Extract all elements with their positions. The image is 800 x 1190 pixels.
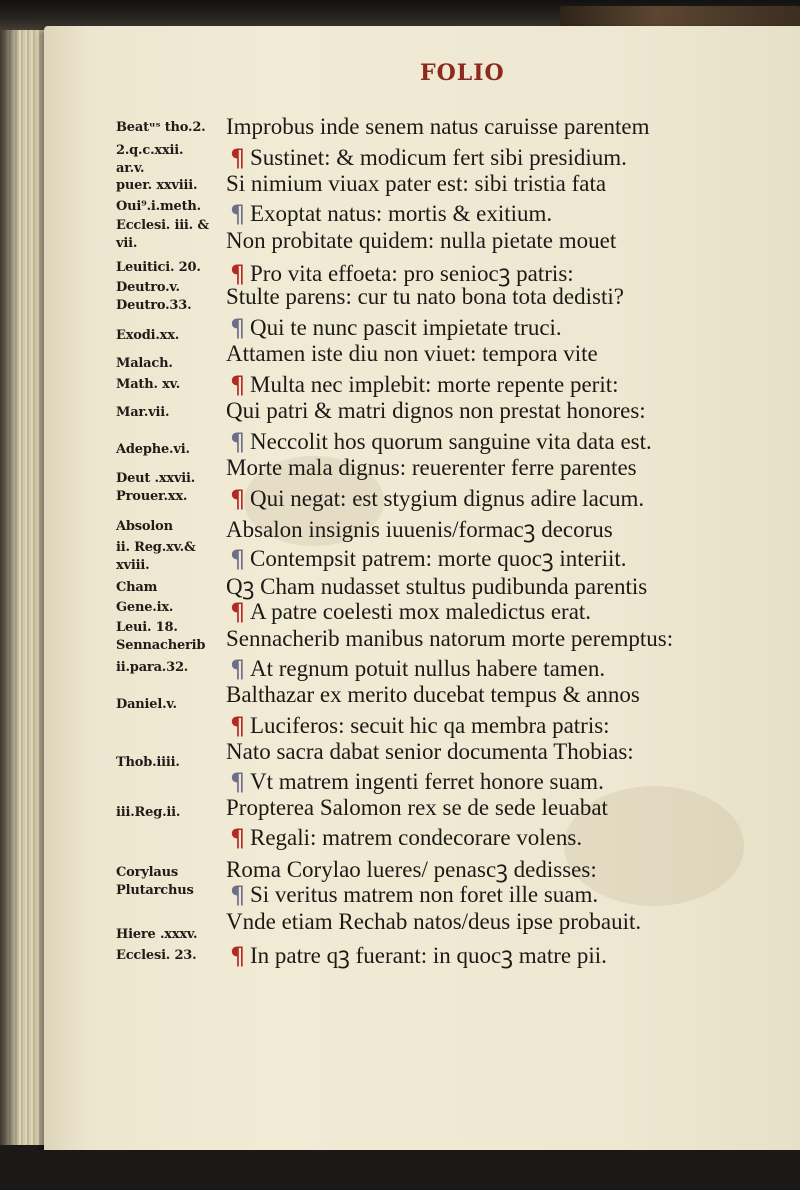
margin-note: Gene.ix. (116, 600, 174, 615)
verse-line (230, 767, 604, 795)
pilcrow-mark: ¶ (230, 200, 246, 228)
verse-line (230, 597, 591, 625)
margin-note: Thob.iiii. (116, 755, 180, 770)
verse-line: Morte mala dignus: reuerenter ferre parentes (226, 455, 637, 480)
pilcrow-mark: ¶ (230, 598, 246, 626)
verse-line: Attamen iste diu non viuet: tempora vite (226, 341, 598, 366)
margin-note: Adephe.vi. (116, 442, 190, 457)
verse-line (230, 938, 607, 970)
margin-note: Math. xv. (116, 377, 181, 392)
verse-text: Si veritus matrem non foret ille suam. (250, 882, 599, 907)
verse-line (230, 370, 619, 398)
pilcrow-mark: ¶ (230, 485, 246, 513)
pilcrow-mark: ¶ (230, 712, 246, 740)
verse-line: Nato sacra dabat senior documenta Thobias: (226, 739, 634, 764)
verse-text: Qui te nunc pascit impietate truci. (250, 315, 562, 340)
verse-line: Qui patri & matri dignos non prestat honores: (226, 398, 646, 423)
verse-text: Pro vita effoeta: pro seniocꝫ patris: (250, 261, 574, 286)
margin-note: ar.v. (116, 161, 145, 176)
margin-note: xviii. (116, 558, 150, 573)
margin-note: ii.para.32. (116, 660, 189, 675)
verse-line (230, 711, 610, 739)
margin-note: iii.Reg.ii. (116, 805, 181, 820)
pilcrow-mark: ¶ (230, 881, 246, 909)
margin-note: Deut .xxvii. (116, 471, 196, 486)
verse-line (230, 199, 552, 227)
margin-note: Deutro.33. (116, 298, 192, 313)
verse-line (230, 654, 605, 682)
margin-note: Beatᵘˢ tho.2. (116, 120, 206, 135)
verse-text: Neccolit hos quorum sanguine vita data est. (250, 429, 652, 454)
verse-line: Si nimium viuax pater est: sibi tristia fata (226, 171, 607, 196)
pilcrow-mark: ¶ (230, 260, 246, 288)
margin-note: Daniel.v. (116, 697, 177, 712)
gutter-shadow (0, 30, 20, 1145)
margin-note: Exodi.xx. (116, 328, 180, 343)
leather-cover-edge (560, 6, 800, 28)
margin-note: Ecclesi. iii. & (116, 218, 209, 233)
background-surface (0, 1150, 800, 1190)
verse-text: Exoptat natus: mortis & exitium. (250, 201, 553, 226)
margin-note: Deutro.v. (116, 280, 180, 295)
verse-text: A patre coelesti mox maledictus erat. (250, 599, 592, 624)
margin-note: Mar.vii. (116, 405, 170, 420)
margin-note: Cham (116, 580, 158, 595)
margin-note: ii. Reg.xv.& (116, 540, 196, 555)
verse-line: Balthazar ex merito ducebat tempus & annos (226, 682, 640, 707)
verse-text: Vt matrem ingenti ferret honore suam. (250, 769, 604, 794)
margin-note: Absolon (116, 519, 173, 534)
verse-line (230, 880, 598, 908)
pilcrow-mark: ¶ (230, 655, 246, 683)
verse-text: Sustinet: & modicum fert sibi presidium. (250, 145, 627, 170)
verse-text: In patre qꝫ fuerant: in quocꝫ matre pii. (250, 943, 607, 968)
pilcrow-mark: ¶ (230, 428, 246, 456)
verse-line: Sennacherib manibus natorum morte peremptus: (226, 626, 674, 651)
margin-note: Hiere .xxxv. (116, 927, 198, 942)
verse-line: Propterea Salomon rex se de sede leuabat (226, 795, 608, 820)
margin-note: puer. xxviii. (116, 178, 198, 193)
pilcrow-mark: ¶ (230, 371, 246, 399)
margin-note: Corylaus (116, 865, 178, 880)
verse-line (230, 427, 652, 455)
verse-line: Stulte parens: cur tu nato bona tota dedisti? (226, 284, 624, 309)
margin-note: 2.q.c.xxii. (116, 143, 184, 158)
verse-line: Roma Corylao lueres/ penascꝫ dedisses: (226, 857, 597, 882)
margin-note: vii. (116, 236, 138, 251)
verse-text: Regali: matrem condecorare volens. (250, 825, 583, 850)
pilcrow-mark: ¶ (230, 942, 246, 970)
verse-line (230, 484, 644, 512)
verse-text: Luciferos: secuit hic qa membra patris: (250, 713, 610, 738)
verse-line (230, 143, 627, 171)
margin-note: Leui. 18. (116, 620, 178, 635)
verse-text: Contempsit patrem: morte quocꝫ interiit. (250, 546, 627, 571)
verse-line: Improbus inde senem natus caruisse parentem (226, 114, 650, 139)
pilcrow-mark: ¶ (230, 545, 246, 573)
verse-line: Qꝫ Cham nudasset stultus pudibunda parentis (226, 574, 648, 599)
folio-header: FOLIO (420, 60, 505, 86)
verse-text: Multa nec implebit: morte repente perit: (250, 372, 619, 397)
verse-line: Vnde etiam Rechab natos/deus ipse probauit. (226, 909, 642, 934)
verse-line (230, 313, 562, 341)
pilcrow-mark: ¶ (230, 768, 246, 796)
pilcrow-mark: ¶ (230, 824, 246, 852)
margin-note: Sennacherib (116, 638, 206, 653)
pilcrow-mark: ¶ (230, 314, 246, 342)
margin-note: Malach. (116, 356, 173, 371)
margin-note: Leuitici. 20. (116, 260, 201, 275)
verse-line: Non probitate quidem: nulla pietate mouet (226, 228, 617, 253)
pilcrow-mark: ¶ (230, 144, 246, 172)
verse-text: Qui negat: est stygium dignus adire lacum. (250, 486, 645, 511)
verse-line: Absalon insignis iuuenis/formacꝫ decorus (226, 517, 613, 542)
margin-note: Prouer.xx. (116, 489, 188, 504)
verse-line (230, 823, 582, 851)
margin-note: Oui⁹.i.meth. (116, 199, 202, 214)
margin-note: Plutarchus (116, 883, 194, 898)
verse-text: At regnum potuit nullus habere tamen. (250, 656, 606, 681)
margin-note: Ecclesi. 23. (116, 948, 197, 963)
